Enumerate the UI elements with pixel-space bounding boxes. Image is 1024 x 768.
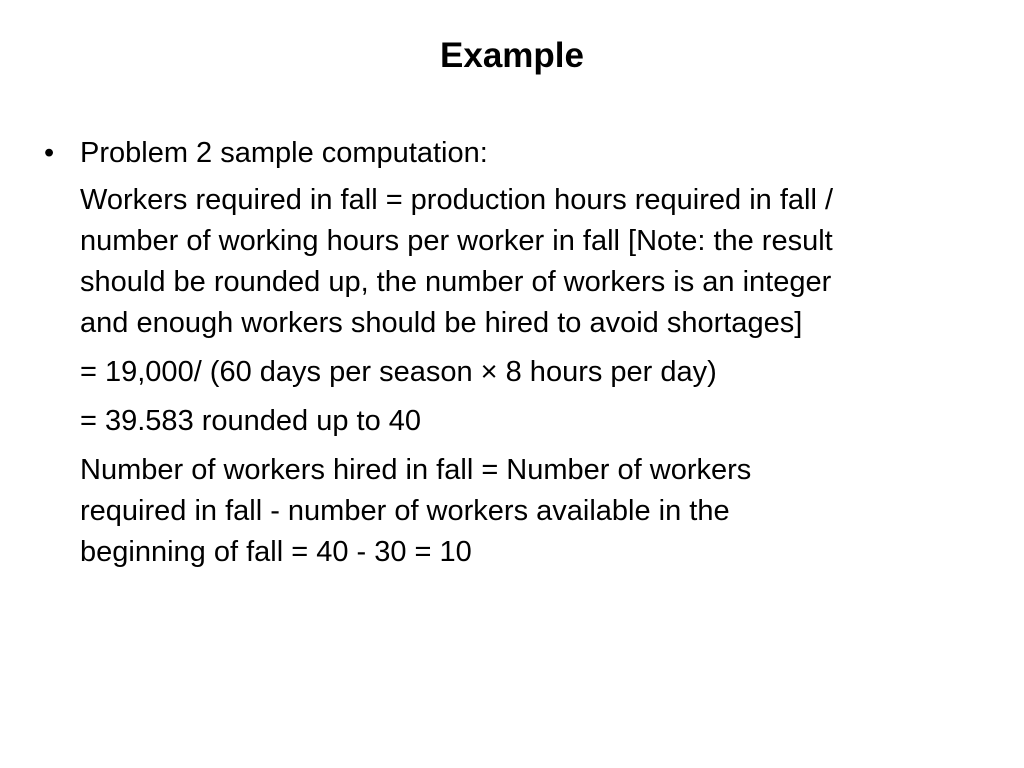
text-line: number of working hours per worker in fall [Note: the result (80, 225, 833, 257)
text-line: required in fall - number of workers available in the (80, 495, 730, 527)
text-line: = 39.583 rounded up to 40 (80, 405, 422, 437)
result-paragraph (80, 401, 1000, 442)
text-line: = 19,000/ (60 days per season × 8 hours per day) (80, 356, 717, 388)
text-line: and enough workers should be hired to avoid shortages] (80, 307, 803, 339)
text-line: should be rounded up, the number of workers is an integer (80, 266, 832, 298)
computation-paragraph (80, 352, 1000, 393)
hired-workers-paragraph (80, 450, 1000, 573)
text-line: beginning of fall = 40 - 30 = 10 (80, 536, 472, 568)
bullet-text: Problem 2 sample computation: (80, 137, 488, 169)
text-line: Number of workers hired in fall = Number of workers (80, 454, 752, 486)
slide-title: Example (440, 36, 584, 75)
text-line: Workers required in fall = production hours required in fall / (80, 184, 834, 216)
bullet-marker: • (44, 137, 55, 169)
formula-definition-paragraph (80, 180, 1000, 344)
